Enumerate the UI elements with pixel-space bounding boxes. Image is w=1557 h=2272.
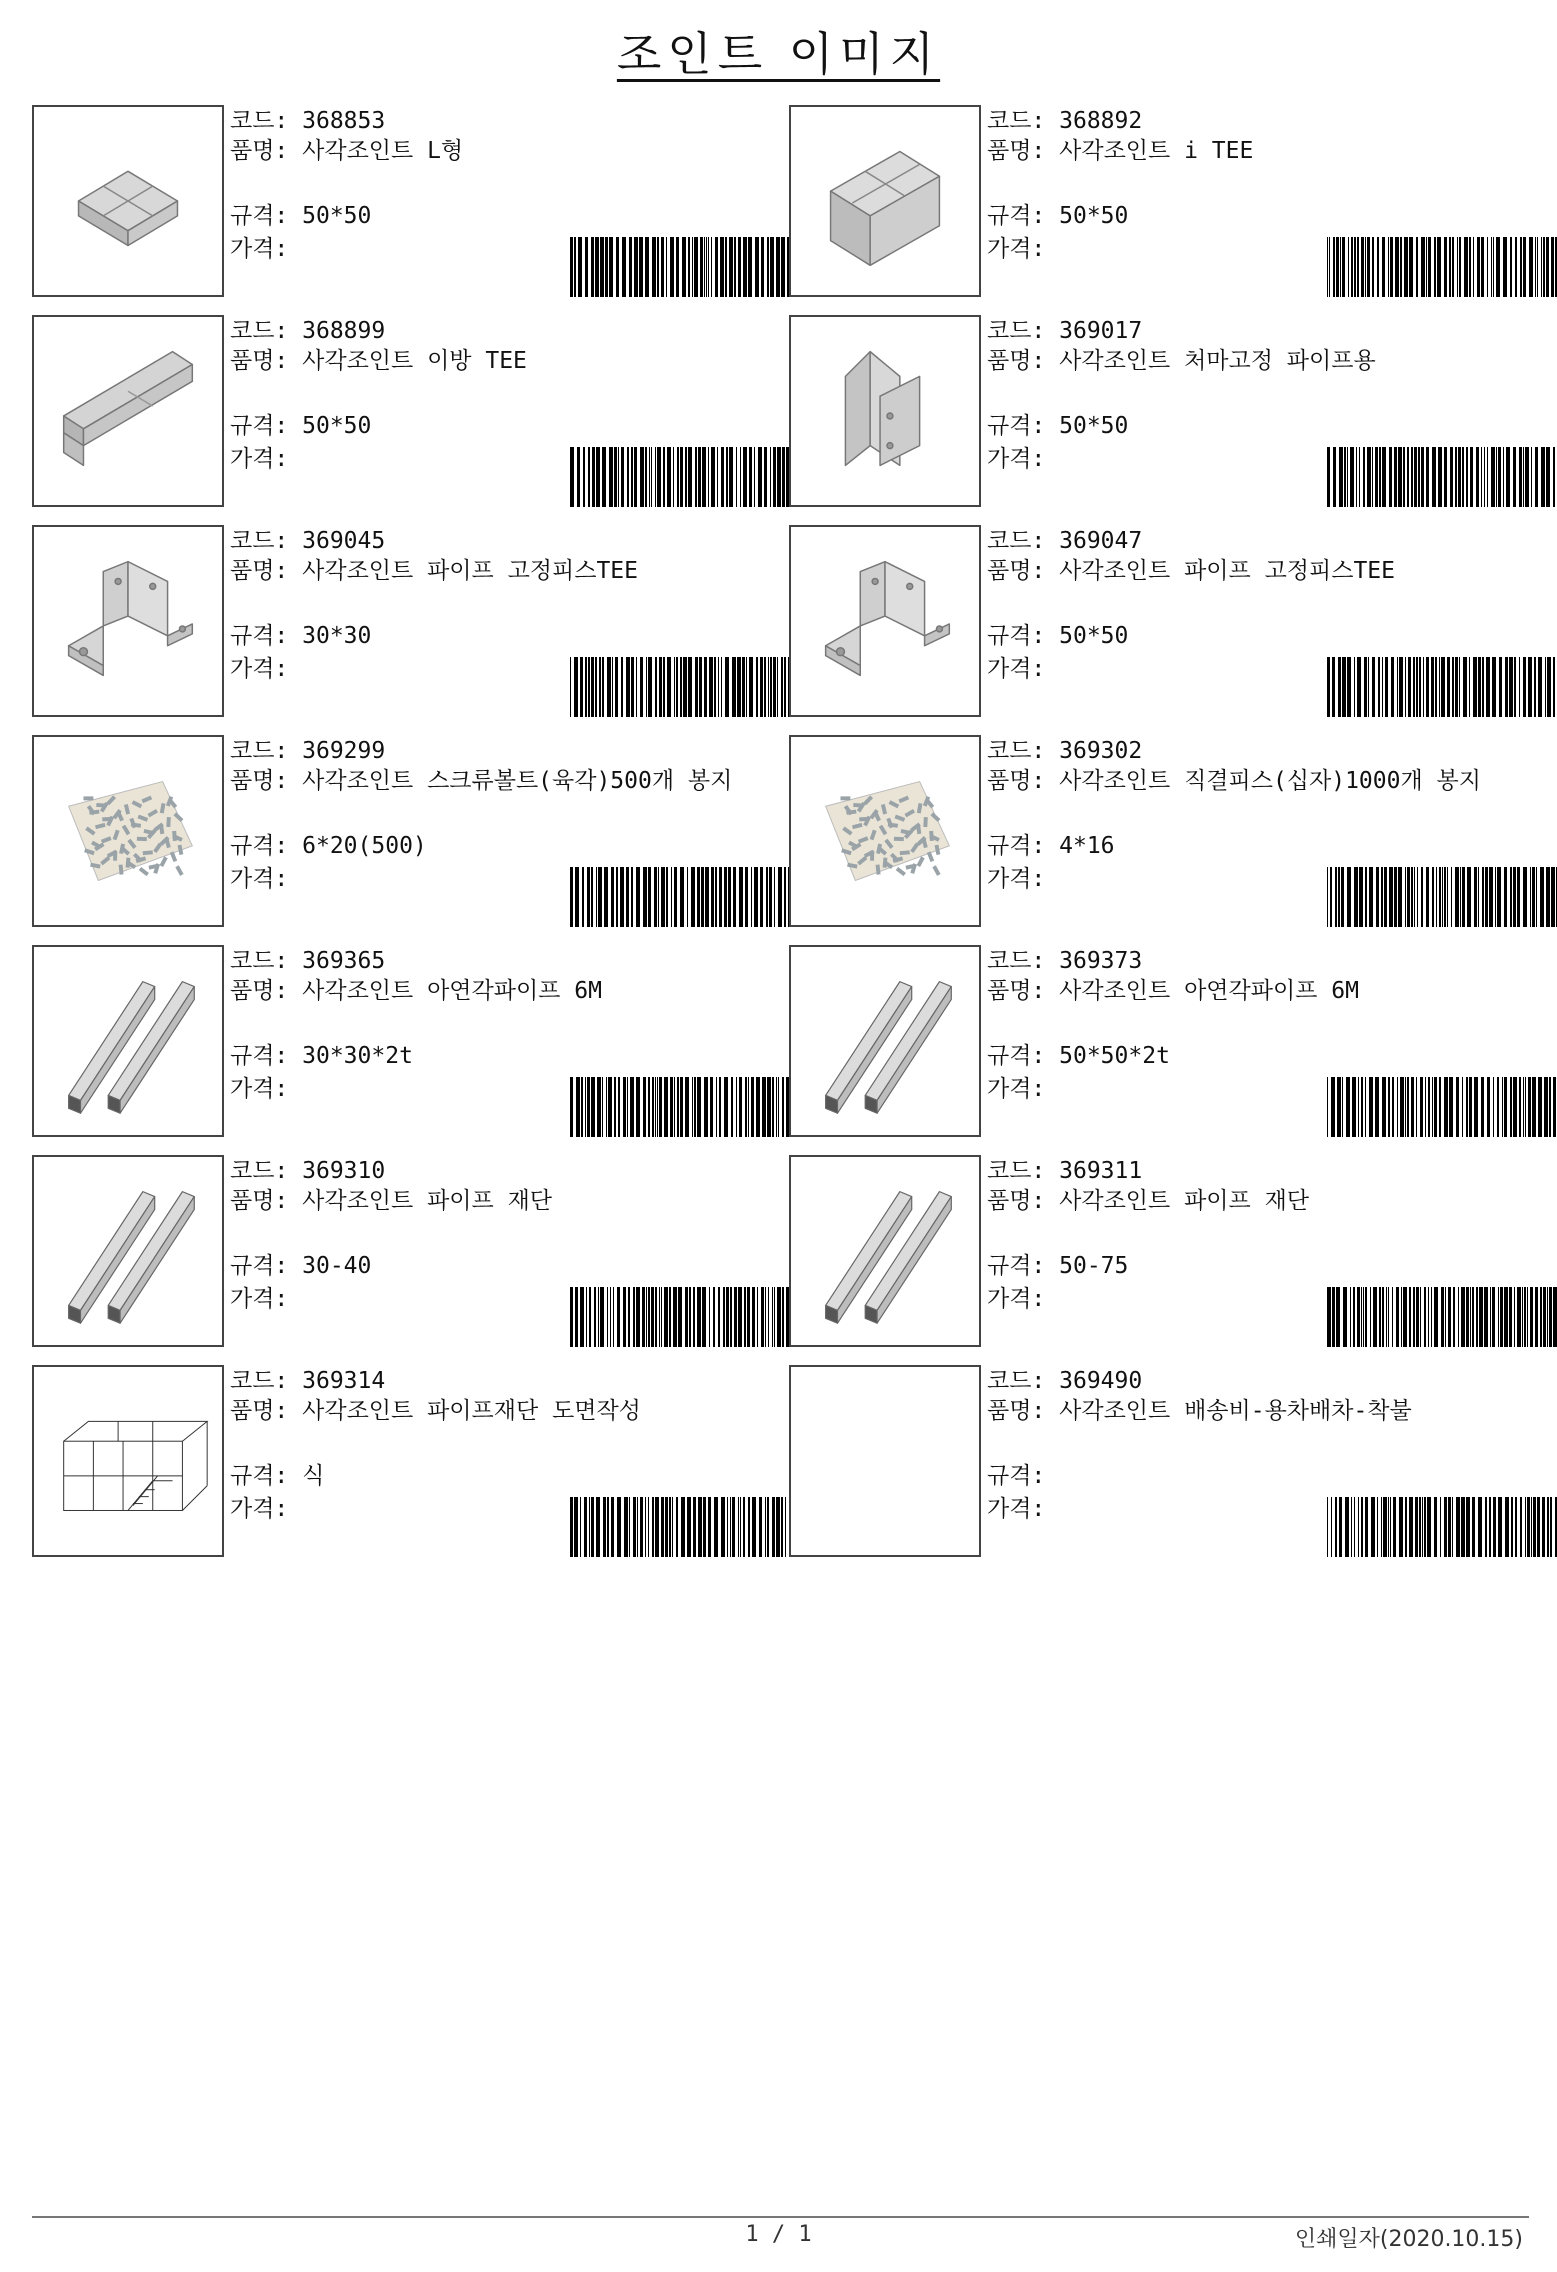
product-code: 코드: 369299 <box>230 738 386 764</box>
product-image <box>32 945 224 1137</box>
product-name: 품명: 사각조인트 처마고정 파이프용 <box>987 348 1376 374</box>
u-bracket-image <box>34 527 222 715</box>
square-pipes-image <box>34 1157 222 1345</box>
product-image <box>32 315 224 507</box>
product-spec: 규격: 50*50 <box>230 203 372 229</box>
product-code: 코드: 369017 <box>987 318 1143 344</box>
product-price-label: 가격: <box>230 1286 289 1312</box>
product-code: 코드: 369365 <box>230 948 386 974</box>
barcode <box>1327 657 1557 717</box>
product-image <box>32 1155 224 1347</box>
barcode <box>1327 237 1557 297</box>
product-card <box>32 945 777 1137</box>
barcode <box>570 1077 820 1137</box>
square-pipes-image <box>791 947 979 1135</box>
product-price-label: 가격: <box>230 1496 289 1522</box>
product-spec: 규격: 50*50 <box>987 203 1129 229</box>
product-code: 코드: 369047 <box>987 528 1143 554</box>
barcode <box>570 1497 820 1557</box>
barcode <box>570 1287 820 1347</box>
product-name: 품명: 사각조인트 아연각파이프 6M <box>230 978 602 1004</box>
product-price-label: 가격: <box>987 236 1046 262</box>
product-code: 코드: 369490 <box>987 1368 1143 1394</box>
product-card <box>789 1365 1534 1557</box>
i-tee-joint-image <box>791 107 979 295</box>
product-card <box>789 105 1534 297</box>
product-code: 코드: 369373 <box>987 948 1143 974</box>
barcode <box>570 657 820 717</box>
page-title: 조인트 이미지 <box>616 27 941 81</box>
page-number: 1 / 1 <box>745 2222 812 2247</box>
barcode <box>570 867 820 927</box>
product-code: 코드: 368892 <box>987 108 1143 134</box>
product-spec: 규격: 50*50*2t <box>987 1043 1170 1069</box>
product-spec: 규격: 4*16 <box>987 833 1115 859</box>
product-name: 품명: 사각조인트 파이프 고정피스TEE <box>230 558 638 584</box>
product-card <box>32 1155 777 1347</box>
screw-bag-image <box>791 737 979 925</box>
product-spec: 규격: 50*50 <box>987 623 1129 649</box>
eave-bracket-image <box>791 317 979 505</box>
product-price-label: 가격: <box>987 1286 1046 1312</box>
product-price-label: 가격: <box>230 236 289 262</box>
product-price-label: 가격: <box>987 656 1046 682</box>
product-card <box>789 315 1534 507</box>
product-image <box>789 1155 981 1347</box>
barcode <box>1327 1497 1557 1557</box>
product-name: 품명: 사각조인트 직결피스(십자)1000개 봉지 <box>987 768 1481 794</box>
product-image <box>789 525 981 717</box>
product-code: 코드: 369314 <box>230 1368 386 1394</box>
product-price-label: 가격: <box>230 446 289 472</box>
product-code: 코드: 369045 <box>230 528 386 554</box>
product-image <box>32 105 224 297</box>
barcode <box>1327 867 1557 927</box>
product-spec: 규격: 식 <box>230 1463 325 1489</box>
product-card <box>32 735 777 927</box>
footer-divider <box>32 2216 1529 2218</box>
channel-joint-image <box>34 317 222 505</box>
product-spec: 규격: 6*20(500) <box>230 833 427 859</box>
product-card <box>789 525 1534 717</box>
product-image <box>789 315 981 507</box>
product-card <box>32 525 777 717</box>
product-price-label: 가격: <box>230 656 289 682</box>
product-spec: 규격: <box>987 1463 1046 1489</box>
product-spec: 규격: 50*50 <box>987 413 1129 439</box>
product-price-label: 가격: <box>230 866 289 892</box>
barcode <box>570 447 820 507</box>
product-spec: 규격: 50*50 <box>230 413 372 439</box>
product-name: 품명: 사각조인트 L형 <box>230 138 464 164</box>
product-name: 품명: 사각조인트 파이프 재단 <box>230 1188 553 1214</box>
product-code: 코드: 369311 <box>987 1158 1143 1184</box>
product-image <box>32 525 224 717</box>
l-joint-image <box>34 107 222 295</box>
product-name: 품명: 사각조인트 배송비-용차배차-착불 <box>987 1398 1412 1424</box>
square-pipes-image <box>791 1157 979 1345</box>
product-card <box>789 1155 1534 1347</box>
frame-drawing-image <box>34 1367 222 1555</box>
product-card <box>32 1365 777 1557</box>
product-image <box>32 735 224 927</box>
product-name: 품명: 사각조인트 파이프 고정피스TEE <box>987 558 1395 584</box>
product-card <box>789 735 1534 927</box>
product-spec: 규격: 30-40 <box>230 1253 372 1279</box>
product-card <box>789 945 1534 1137</box>
barcode <box>1327 1077 1557 1137</box>
barcode <box>570 237 820 297</box>
product-image <box>789 945 981 1137</box>
product-name: 품명: 사각조인트 파이프 재단 <box>987 1188 1310 1214</box>
product-card <box>32 105 777 297</box>
product-image <box>789 105 981 297</box>
product-code: 코드: 369310 <box>230 1158 386 1184</box>
product-name: 품명: 사각조인트 이방 TEE <box>230 348 527 374</box>
product-image <box>789 1365 981 1557</box>
screw-bag-image <box>34 737 222 925</box>
product-spec: 규격: 50-75 <box>987 1253 1129 1279</box>
product-price-label: 가격: <box>987 1076 1046 1102</box>
product-image <box>789 735 981 927</box>
barcode <box>1327 1287 1557 1347</box>
blank-image <box>791 1367 979 1555</box>
product-code: 코드: 369302 <box>987 738 1143 764</box>
product-price-label: 가격: <box>230 1076 289 1102</box>
print-date: 인쇄일자(2020.10.15) <box>1294 2227 1523 2252</box>
u-bracket-image <box>791 527 979 715</box>
product-price-label: 가격: <box>987 866 1046 892</box>
product-name: 품명: 사각조인트 파이프재단 도면작성 <box>230 1398 641 1424</box>
barcode <box>1327 447 1557 507</box>
product-code: 코드: 368853 <box>230 108 386 134</box>
product-image <box>32 1365 224 1557</box>
product-name: 품명: 사각조인트 i TEE <box>987 138 1254 164</box>
product-price-label: 가격: <box>987 1496 1046 1522</box>
product-spec: 규격: 30*30*2t <box>230 1043 413 1069</box>
product-price-label: 가격: <box>987 446 1046 472</box>
product-card <box>32 315 777 507</box>
product-spec: 규격: 30*30 <box>230 623 372 649</box>
product-code: 코드: 368899 <box>230 318 386 344</box>
product-name: 품명: 사각조인트 스크류볼트(육각)500개 봉지 <box>230 768 733 794</box>
product-name: 품명: 사각조인트 아연각파이프 6M <box>987 978 1359 1004</box>
square-pipes-image <box>34 947 222 1135</box>
